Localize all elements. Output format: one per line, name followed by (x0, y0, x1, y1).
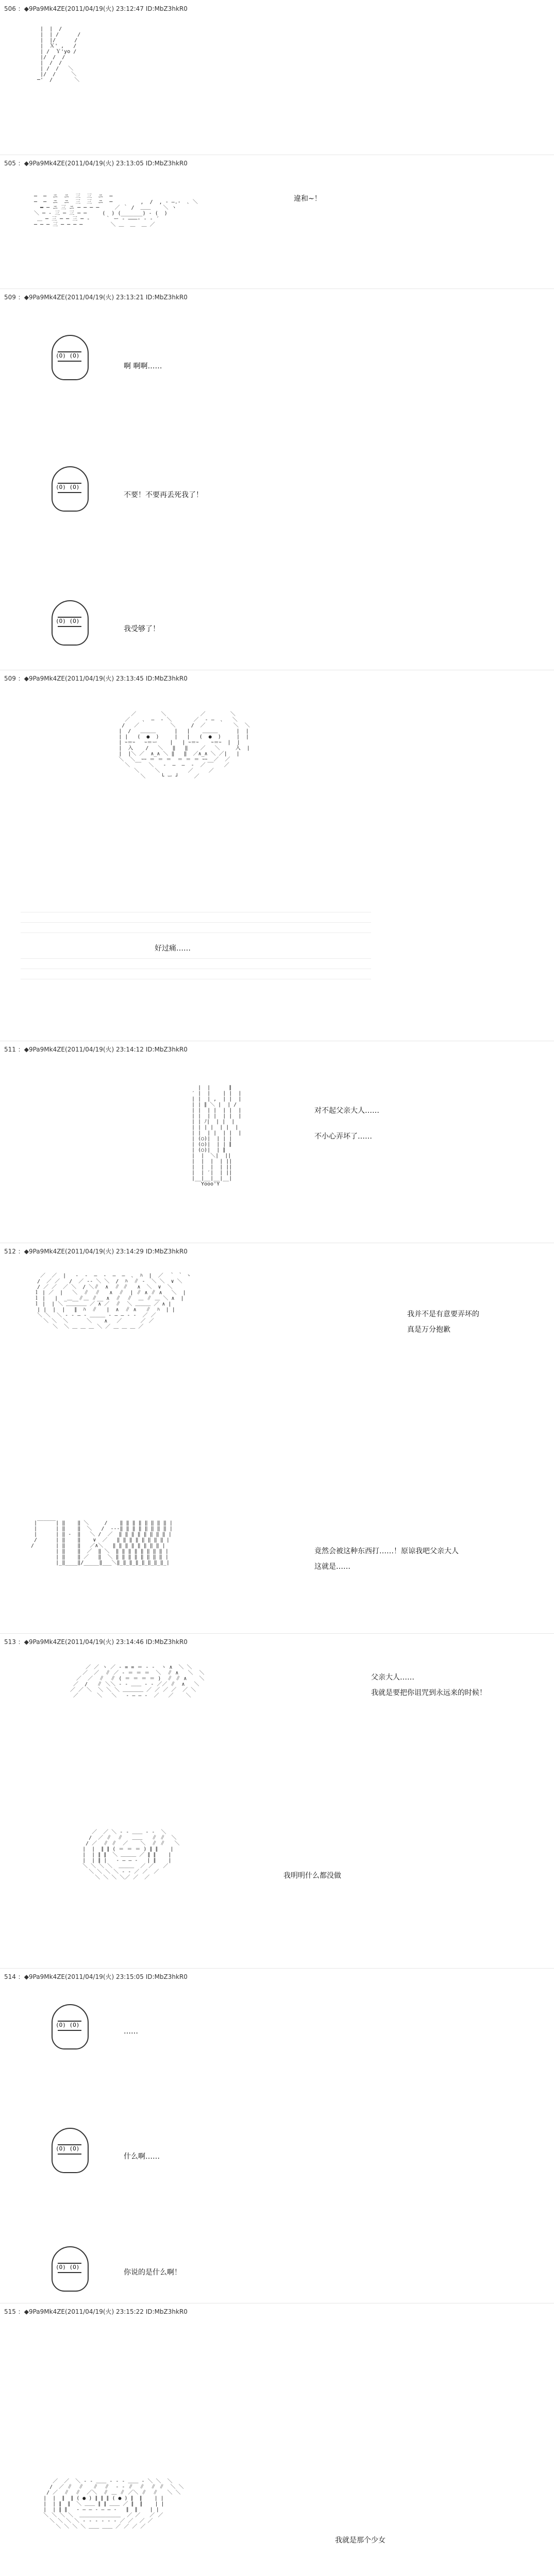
robot-face (52, 2246, 89, 2292)
ascii-art: | | ∥ ′ | | | | | | | | , | | | | | ∥ ＼ | | / | | | | | | | | | | | | | | | | ﾉ| | | | | | | | | | | | | | | | | | | (○)| | | | | (○)| | | ∥ | (○)| | ∥ | | ＼| || | | | | || | | | | || | | ′| | || |__|__|__|__| Yooo'Y (192, 1085, 242, 1187)
divider (0, 1633, 554, 1634)
post-header: 513 ：◆9Pa9Mk4ZE(2011/04/19(火) 23:14:46 ID:MbZ3hkR0 (4, 1638, 188, 1646)
ascii-art: | | / | | / / | |/ / | Ｘ' , / | / Ｙ'yo / |/ / / | / / | / / ＼ |/ / ＼ ─' / ＼ (37, 26, 81, 83)
dialogue-text: 竟然会被这种东西打……！原谅我吧父亲大人 (314, 1547, 459, 1555)
robot-face (52, 600, 89, 646)
post-header: 512 ：◆9Pa9Mk4ZE(2011/04/19(火) 23:14:29 ID:MbZ3hkR0 (4, 1248, 188, 1255)
ascii-art: ─ ─ ニ ニ 三 三 ニ ─ ─ ─ ニ ニ 三 三 ニ ─ , / , ‐ ―.‐ ､ ＼ ━ ─ ニ 三 ニ ─ ─ ─ ─ ／ ｀ / ＿＿ ＼ ヽ ＼ ─ ‐ 三 ─ 三 ─ ─ ( ) (_______) ‐ ( ) ＿ ─ 三 ─ ─ 三 ─ ‐ ｀ ー ‐ ―――‐ ‐ ‐ ´ ─ ─ ─ 三 ─ ─ ─ ─ ＼ ＿ ＿ ＿ ／ (34, 194, 198, 228)
post-header: 509 ：◆9Pa9Mk4ZE(2011/04/19(火) 23:13:45 ID:MbZ3hkR0 (4, 675, 188, 682)
dialogue-text: 父亲大人…… (371, 1673, 414, 1682)
dialogue-text: 不小心弄坏了…… (314, 1132, 372, 1141)
post-header: 509 ：◆9Pa9Mk4ZE(2011/04/19(火) 23:13:21 ID:MbZ3hkR0 (4, 294, 188, 301)
dialogue-text: 我就是要把你诅咒到永远来的时候！ (371, 1689, 486, 1697)
dialogue-text: 我并不是有意要弄坏的 (407, 1310, 479, 1318)
dialogue-text: 这就是…… (314, 1563, 350, 1571)
ascii-art: ／ ／ ＼ ‐ ‐ ＿＿ ‐ ‐ ‐ ＿＿ ‐ ＼ ＼ ＼ / ／ ∥ ∥ ∥ ∥ ‐ ‐ ∥ ∥ ∥ ∥ ＼ ＼ / ／ ∥ ∥ ／＼ ∥ ＿ ∥ ／＼ ∥ ∥ ＼ ＼ | | ∥ ∥ ( ● ) ∥ ∥ ∥ ( ● ) ∥ ∥ | | | | ∥ ∥ ＼ ＿＿ ∥ ∥ ＿＿ ／ ∥ ∥ | | | | ∥ ∥ ‐ ― ― ‐ ― ― ‐ ∥ ∥ | | ＼ ＼ ＼ ＼ ＿＿＿＿＿＿＿＿ ／ ／ ／ ／ ＼ ＼ ＼ ＼ ‐ ‐ ‐ ‐ ‐ ‐ ／ ／ ／ ／ ＼ ＼ ＼ ＼ ＿＿ ＿＿ ／ ／ ／ ／ (43, 2479, 184, 2530)
robot-face (52, 2004, 89, 2049)
post-header: 515 ：◆9Pa9Mk4ZE(2011/04/19(火) 23:15:22 ID:MbZ3hkR0 (4, 2308, 188, 2315)
divider (0, 1968, 554, 1969)
dialogue-text: 違和~！ (294, 195, 322, 203)
dialogue-text: 什么啊…… (124, 2153, 160, 2161)
dialogue-text: 真是万分抱歉 (407, 1326, 450, 1334)
dialogue-text: 我就是那个少女 (335, 2536, 385, 2545)
ascii-art: |‾‾‾‾‾‾| ‖ ‖ ＼ / ‖ ‖ ‖ ‖ ‖ ‖ ‖ ‖ | | | ‖ ‖ ＼ / ‐‐‐‖ ‖ ‖ ‖ ‖ ‖ ‖ ‖ | | | ‖ ‐ ‖ ＼ / ／ ‖ ‖ ‖ ‖ ‖ ‖ ‖ ‖ | / | ‖ ‖ ∨ ／ ‖ ‖ ‖ ‖ ‖ ‖ ‖ ‖ | / | ‖ ‖ ／∧＼ ‖ ‖ ‖ ‖ ‖ ‖ ‖ ‖ | | ‖ ‖ ／ ‖ ＼ ‖ ‖ ‖ ‖ ‖ ‖ ‖ ‖ | | ‖ ‖ ／ ‖ ＼ ‖ ‖ ‖ ‖ ‖ ‖ ‖ ‖ | |_‖____‖/_____‖___＼‖_‖_‖_‖_‖_‖_‖_‖_| (31, 1520, 173, 1566)
ascii-art: ／ ＼ ／ ＼ ／ ､ ― ‐ ＼ ／ ‐ ― ､ ＼ / ／ ＼ / ／ ＼ ＼ | / ＿＿＿ | | ＿＿＿ | | | | ( ● ) | | ( ● ) | | | ｰ＝ｰ ｰ＝ー | | ｰ＝ｰ ｰ＝ｰ | | | 入 / ＼ ‖ ‖ ／ ＼ 入 | | |＼ ／ ∧_∧ ＼ ‖ ‖ ／∧_∧ ＼ ／| | ＼ ＼__ｰｰ ＝ ＝ ＝ ＝ ＝ ＝ ｰｰ__／ ／ ＼ ＼ ‐ ― ― ‐ ／ ／ ＼ ＼ ／ ／ ＼ └ ー ┘ ／ (119, 711, 250, 779)
post-header: 511 ：◆9Pa9Mk4ZE(2011/04/19(火) 23:14:12 ID:MbZ3hkR0 (4, 1046, 188, 1053)
robot-face (52, 2128, 89, 2173)
dialogue-text: 对不起父亲大人…… (314, 1107, 379, 1115)
post-header: 514 ：◆9Pa9Mk4ZE(2011/04/19(火) 23:15:05 ID:MbZ3hkR0 (4, 1973, 188, 1980)
ascii-art: ／ ／ | ‐ ‐ ― ‐ ― ― ､ ﾊ | ／ ｀ ｀ ヽ / ／ ／ / ／ ‐‐ ＼ ＼ / ﾊ ∥ ‐ ＼ ＼ ∨ ＼ / ／ ／ ／ ＼ / ＼∥ ∧ ∥ ∥ ∧ ＼ ∨ ＼ ｌ | ／ | ＼ ∥ ∥ ∧ ∥ | ∥ ∧ ∥ ∧ ＼ | ｌ | | _＿__∥＿ ∥__ ∧ ∥ ∥ ＿ ∥ ＿ ＼ ∧ | ｌ | | ＼ ＿＿＿＿ ／ ∧ ／ ∥ ＼ ＿＿＿ ／ ∧ | | | | | ∥ ﾊ ∥ | ∧ ∥ ∧ ∥ ﾊ | | ＼ ＼ ＼ ‐ ‐ ― ‐ ＿＿＿ ‐ ― ― ‐ ‐ ／ ／ ＼ ＼ ＼ ＼ ∧ ／ ／ ／ ＼ ＼ ＿ ＿ ＿ ＼ ／ ＿ ＿ ＿ ／ (34, 1273, 191, 1330)
robot-face (52, 466, 89, 512)
dialogue-text: 啊 啊啊…… (124, 362, 162, 370)
post-header: 506 ：◆9Pa9Mk4ZE(2011/04/19(火) 23:12:47 ID:MbZ3hkR0 (4, 5, 188, 12)
ascii-art: ／ ／ ＼ ‐ ‐ ＿＿ ‐ ‐ ＼ / ／ ∥ ∥ ＿＿ ∥ ∥ ＼ / ／ ∥ ∥ ／ ＼ ∥ ∥ ＼ | | ∥ ∥ ( ＝ ＝ ＝ ) ∥ ∥ | | | ∥ ∥ ＼ ＿＿＿ ／ ∥ ∥ | | | ∥ | ‐ ― ― ‐ | ∥ | ＼ ＼ ＼ ＼ ＿＿＿ ／ ／ ／ ＼ ＼ ＼ ＼ ‐ ‐ ／ ／ ／ ＼ ＼ ＼ ＼／ ／ ／ (82, 1829, 180, 1880)
dialogue-text: 你说的是什么啊！ (124, 2268, 181, 2277)
dialogue-text: 不要！不要再丢死我了！ (124, 491, 203, 499)
dialogue-text: …… (124, 2027, 138, 2036)
robot-face (52, 335, 89, 380)
dialogue-text: 我明明什么都没做 (283, 1872, 341, 1880)
dialogue-text: 我受够了！ (124, 625, 160, 633)
post-header: 505 ：◆9Pa9Mk4ZE(2011/04/19(火) 23:13:05 ID:MbZ3hkR0 (4, 160, 188, 167)
ascii-art: ／ ／ ヽ ／ ‐ = = ＝ ‐ ‐ ヽ ∧ ＼ ＼ ／ ／ ∥ ／ ‐ ＝ ＝ ＝ ＼ ∥ ∧ ＼ ＼ ／ ／ ∥ ∥ ( ＝ ＝ ＝ ＝ ) ∥ ∥ ∧ ＼ ／ / ∥ ＼＼ ‐ ‐ ＿＿ ‐ ‐ ／／ ∥ ∧ ＼ ／ ／ ＼ ＼ ＼ ＼ ＿＿＿＿ ／ ／ ／ ／ ／ ＼ ／ ＼ ＼ ‐ ― ― ‐ ／ ／ ＼ (70, 1665, 205, 1699)
dialogue-text: 好过痛…… (155, 944, 191, 953)
